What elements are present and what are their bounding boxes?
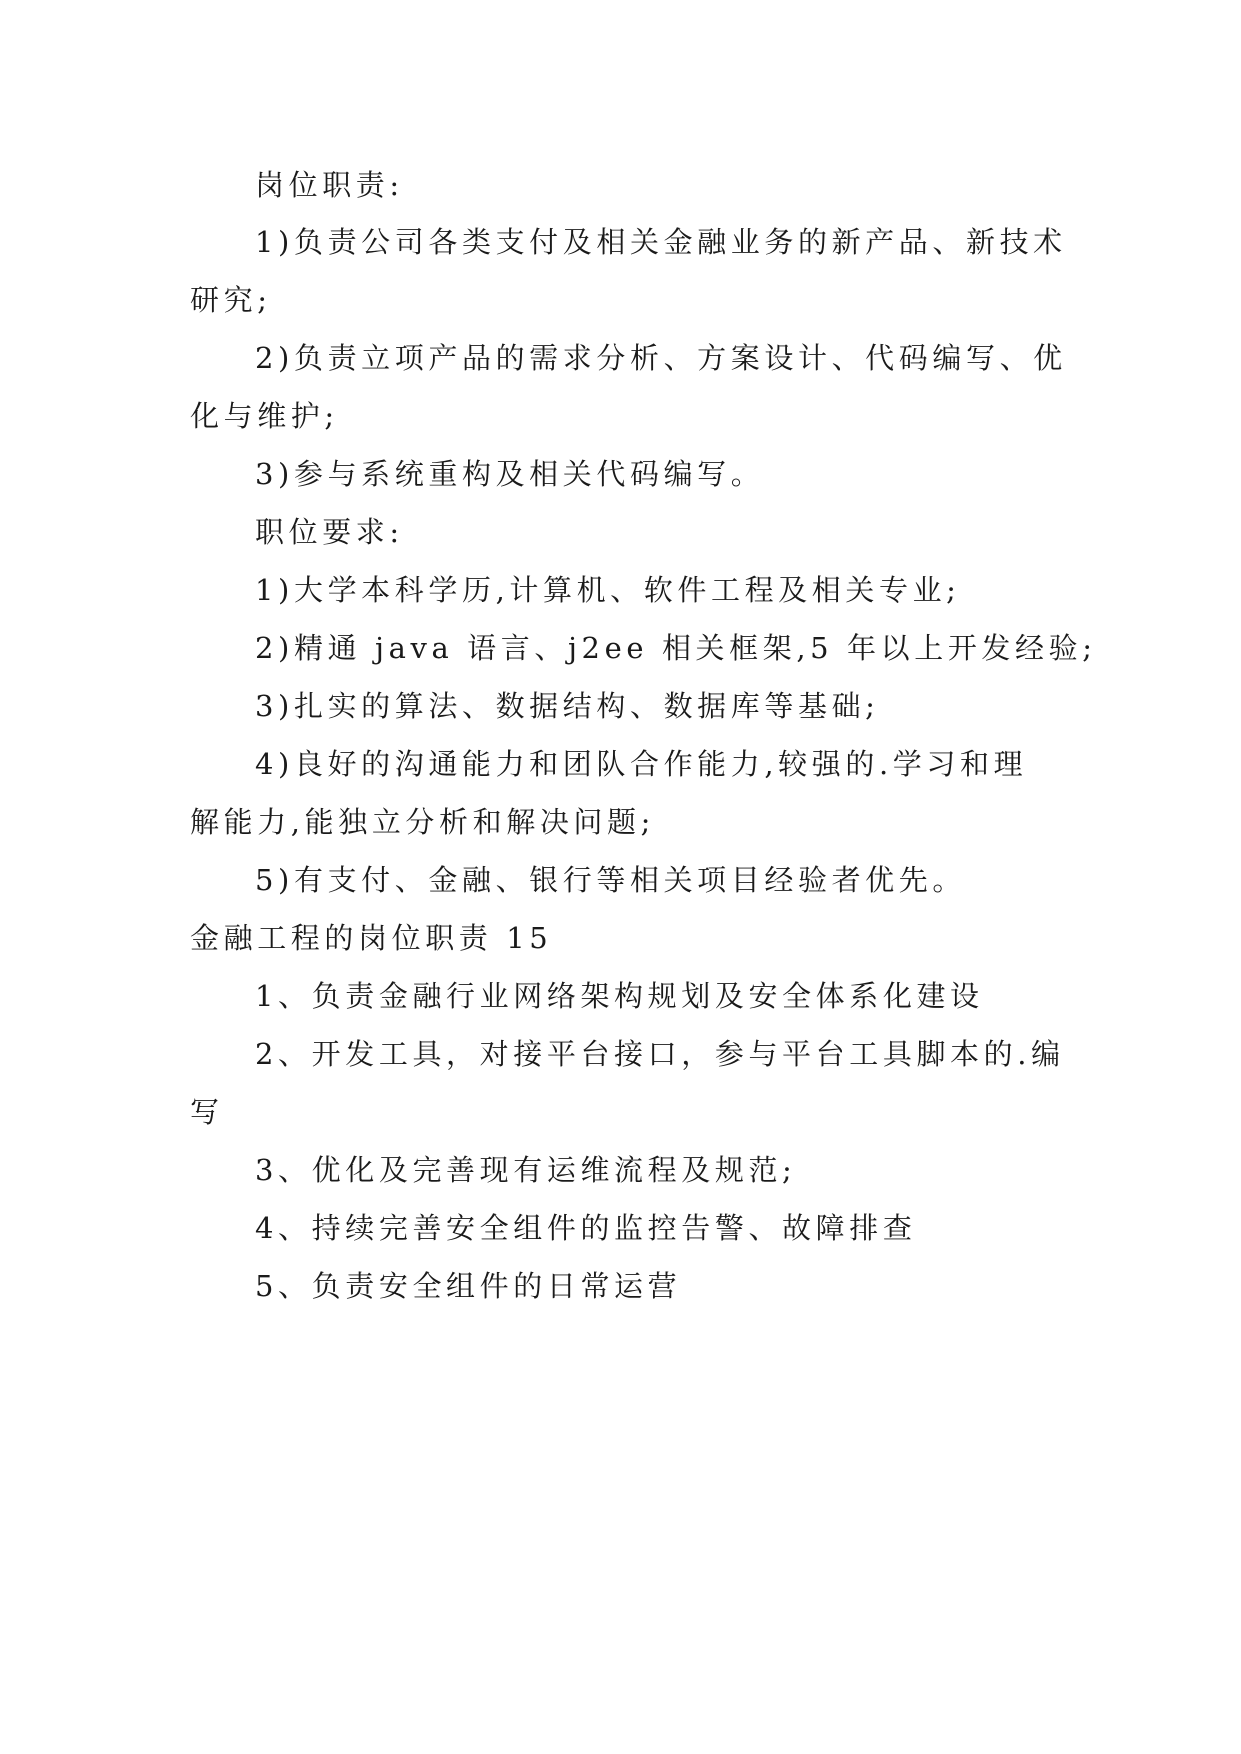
section-title-15: 金融工程的岗位职责 15 bbox=[190, 921, 553, 955]
section-heading-duties: 岗位职责: bbox=[255, 168, 404, 202]
duty-item-1: 1)负责公司各类支付及相关金融业务的新产品、新技术 bbox=[255, 225, 1067, 259]
requirement-item-5: 5)有支付、金融、银行等相关项目经验者优先。 bbox=[255, 863, 966, 897]
duty15-item-1: 1、负责金融行业网络架构规划及安全体系化建设 bbox=[255, 979, 984, 1013]
duty15-item-4: 4、持续完善安全组件的监控告警、故障排查 bbox=[255, 1211, 917, 1245]
duty15-item-3: 3、优化及完善现有运维流程及规范; bbox=[255, 1153, 797, 1187]
duty-item-2-cont: 化与维护; bbox=[190, 399, 339, 433]
duty-item-3: 3)参与系统重构及相关代码编写。 bbox=[255, 457, 765, 491]
duty15-item-2-cont: 写 bbox=[190, 1095, 224, 1129]
requirement-item-4-cont: 解能力,能独立分析和解决问题; bbox=[190, 805, 655, 839]
requirement-item-1: 1)大学本科学历,计算机、软件工程及相关专业; bbox=[255, 573, 961, 607]
requirement-item-3: 3)扎实的算法、数据结构、数据库等基础; bbox=[255, 689, 880, 723]
duty15-item-2: 2、开发工具，对接平台接口，参与平台工具脚本的.编 bbox=[255, 1037, 1065, 1071]
requirement-item-2: 2)精通 java 语言、j2ee 相关框架,5 年以上开发经验; bbox=[255, 631, 1097, 665]
duty-item-2: 2)负责立项产品的需求分析、方案设计、代码编写、优 bbox=[255, 341, 1067, 375]
section-heading-requirements: 职位要求: bbox=[255, 515, 404, 549]
duty15-item-5: 5、负责安全组件的日常运营 bbox=[255, 1269, 682, 1303]
duty-item-1-cont: 研究; bbox=[190, 283, 272, 317]
requirement-item-4: 4)良好的沟通能力和团队合作能力,较强的.学习和理 bbox=[255, 747, 1028, 781]
